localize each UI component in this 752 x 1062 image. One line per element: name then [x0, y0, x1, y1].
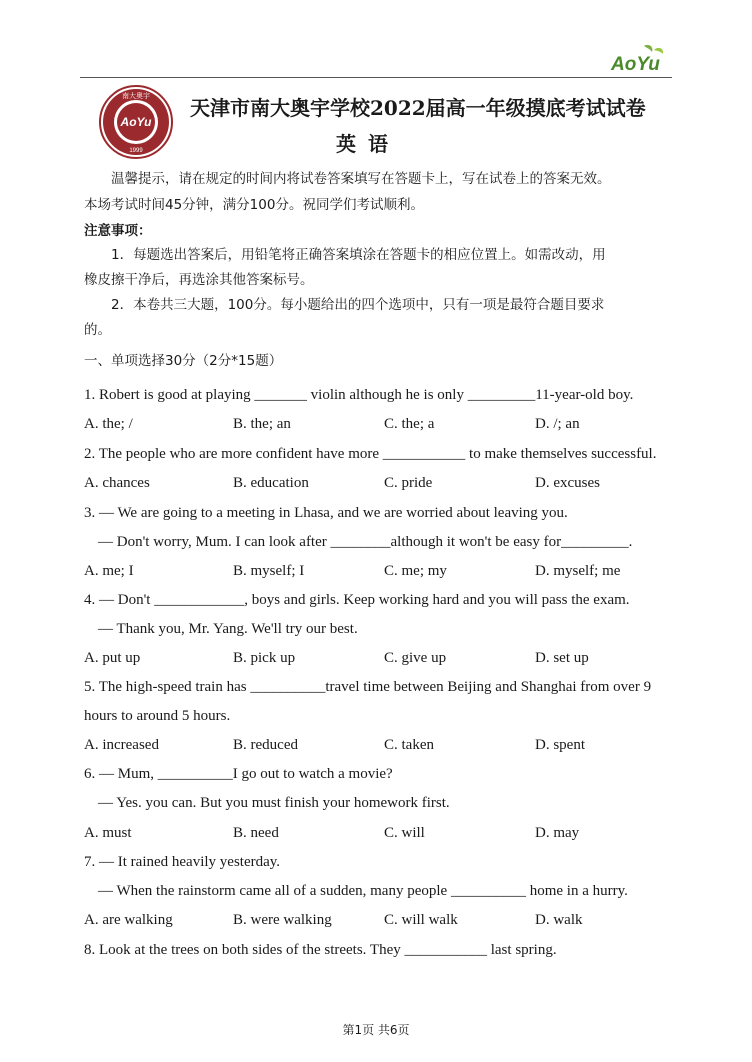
question-4-reply: — Thank you, Mr. Yang. We'll try our best. — [98, 621, 358, 637]
question-3-reply: — Don't worry, Mum. I can look after ________although it won't be easy for_________. — [98, 534, 633, 550]
question-2: 2. The people who are more confident have more ___________ to make themselves successful. — [84, 446, 657, 462]
q7-option-c: C. will walk — [384, 912, 458, 928]
q3-option-d: D. myself; me — [535, 563, 621, 579]
logo-text: AoYu — [611, 54, 660, 74]
q7-option-b: B. were walking — [233, 912, 332, 928]
svg-text:AoYu: AoYu — [120, 115, 152, 129]
q6-option-a: A. must — [84, 825, 132, 841]
question-8: 8. Look at the trees on both sides of the streets. They ___________ last spring. — [84, 942, 557, 958]
q4-option-c: C. give up — [384, 650, 447, 666]
q5-option-b: B. reduced — [233, 737, 298, 753]
question-7-reply: — When the rainstorm came all of a sudden, many people __________ home in a hurry. — [98, 883, 628, 899]
question-7: 7. — It rained heavily yesterday. — [84, 854, 281, 870]
q2-option-a: A. chances — [84, 475, 150, 491]
q1-option-c: C. the; a — [384, 416, 435, 432]
q4-option-a: A. put up — [84, 650, 141, 666]
school-seal-icon — [98, 84, 174, 160]
svg-text:南大奥宇: 南大奥宇 — [122, 92, 150, 100]
question-6-reply: — Yes. you can. But you must finish your homework first. — [98, 795, 450, 811]
notice-item-1a: 1．每题选出答案后，用铅笔将正确答案填涂在答题卡的相应位置上。如需改动，用 — [111, 247, 606, 263]
q1-option-a: A. the; / — [84, 416, 133, 432]
notice-line-2: 本场考试时间45分钟，满分100分。祝同学们考试顺利。 — [84, 197, 424, 213]
question-5: 5. The high-speed train has __________travel time between Beijing and Shanghai from over 9 — [84, 679, 652, 695]
question-3: 3. — We are going to a meeting in Lhasa, and we are worried about leaving you. — [84, 505, 568, 521]
notice-heading: 注意事项： — [84, 223, 152, 239]
q2-option-b: B. education — [233, 475, 309, 491]
svg-text:1999: 1999 — [129, 148, 143, 154]
q5-option-d: D. spent — [535, 737, 585, 753]
page-footer: 第1页 共6页 — [342, 1023, 410, 1037]
question-5-cont: hours to around 5 hours. — [84, 708, 231, 724]
exam-title: 天津市南大奥宇学校2022届高一年级摸底考试试卷 — [190, 96, 646, 120]
q7-option-d: D. walk — [535, 912, 583, 928]
q2-option-c: C. pride — [384, 475, 433, 491]
q6-option-c: C. will — [384, 825, 425, 841]
notice-item-2a: 2．本卷共三大题，100分。每小题给出的四个选项中，只有一项是最符合题目要求 — [111, 297, 605, 313]
question-4: 4. — Don't ____________, boys and girls. Keep working hard and you will pass the exam. — [84, 592, 630, 608]
header-rule — [80, 77, 672, 78]
q3-option-c: C. me; my — [384, 563, 447, 579]
q3-option-b: B. myself; I — [233, 563, 305, 579]
q5-option-c: C. taken — [384, 737, 434, 753]
q6-option-b: B. need — [233, 825, 279, 841]
exam-subject: 英语 — [336, 132, 400, 156]
aoyu-logo — [610, 44, 668, 74]
question-1: 1. Robert is good at playing _______ violin although he is only _________11-year-old boy. — [84, 387, 634, 403]
q6-option-d: D. may — [535, 825, 580, 841]
section-heading: 一、单项选择30分（2分*15题） — [84, 353, 283, 369]
q7-option-a: A. are walking — [84, 912, 173, 928]
question-6: 6. — Mum, __________I go out to watch a movie? — [84, 766, 393, 782]
notice-item-2b: 的。 — [84, 322, 111, 338]
notice-item-1b: 橡皮擦干净后，再选涂其他答案标号。 — [84, 272, 314, 288]
q4-option-d: D. set up — [535, 650, 589, 666]
q3-option-a: A. me; I — [84, 563, 134, 579]
q2-option-d: D. excuses — [535, 475, 600, 491]
notice-line-1: 温馨提示，请在规定的时间内将试卷答案填写在答题卡上，写在试卷上的答案无效。 — [111, 171, 611, 187]
q1-option-d: D. /; an — [535, 416, 580, 432]
q5-option-a: A. increased — [84, 737, 159, 753]
q4-option-b: B. pick up — [233, 650, 296, 666]
q1-option-b: B. the; an — [233, 416, 291, 432]
